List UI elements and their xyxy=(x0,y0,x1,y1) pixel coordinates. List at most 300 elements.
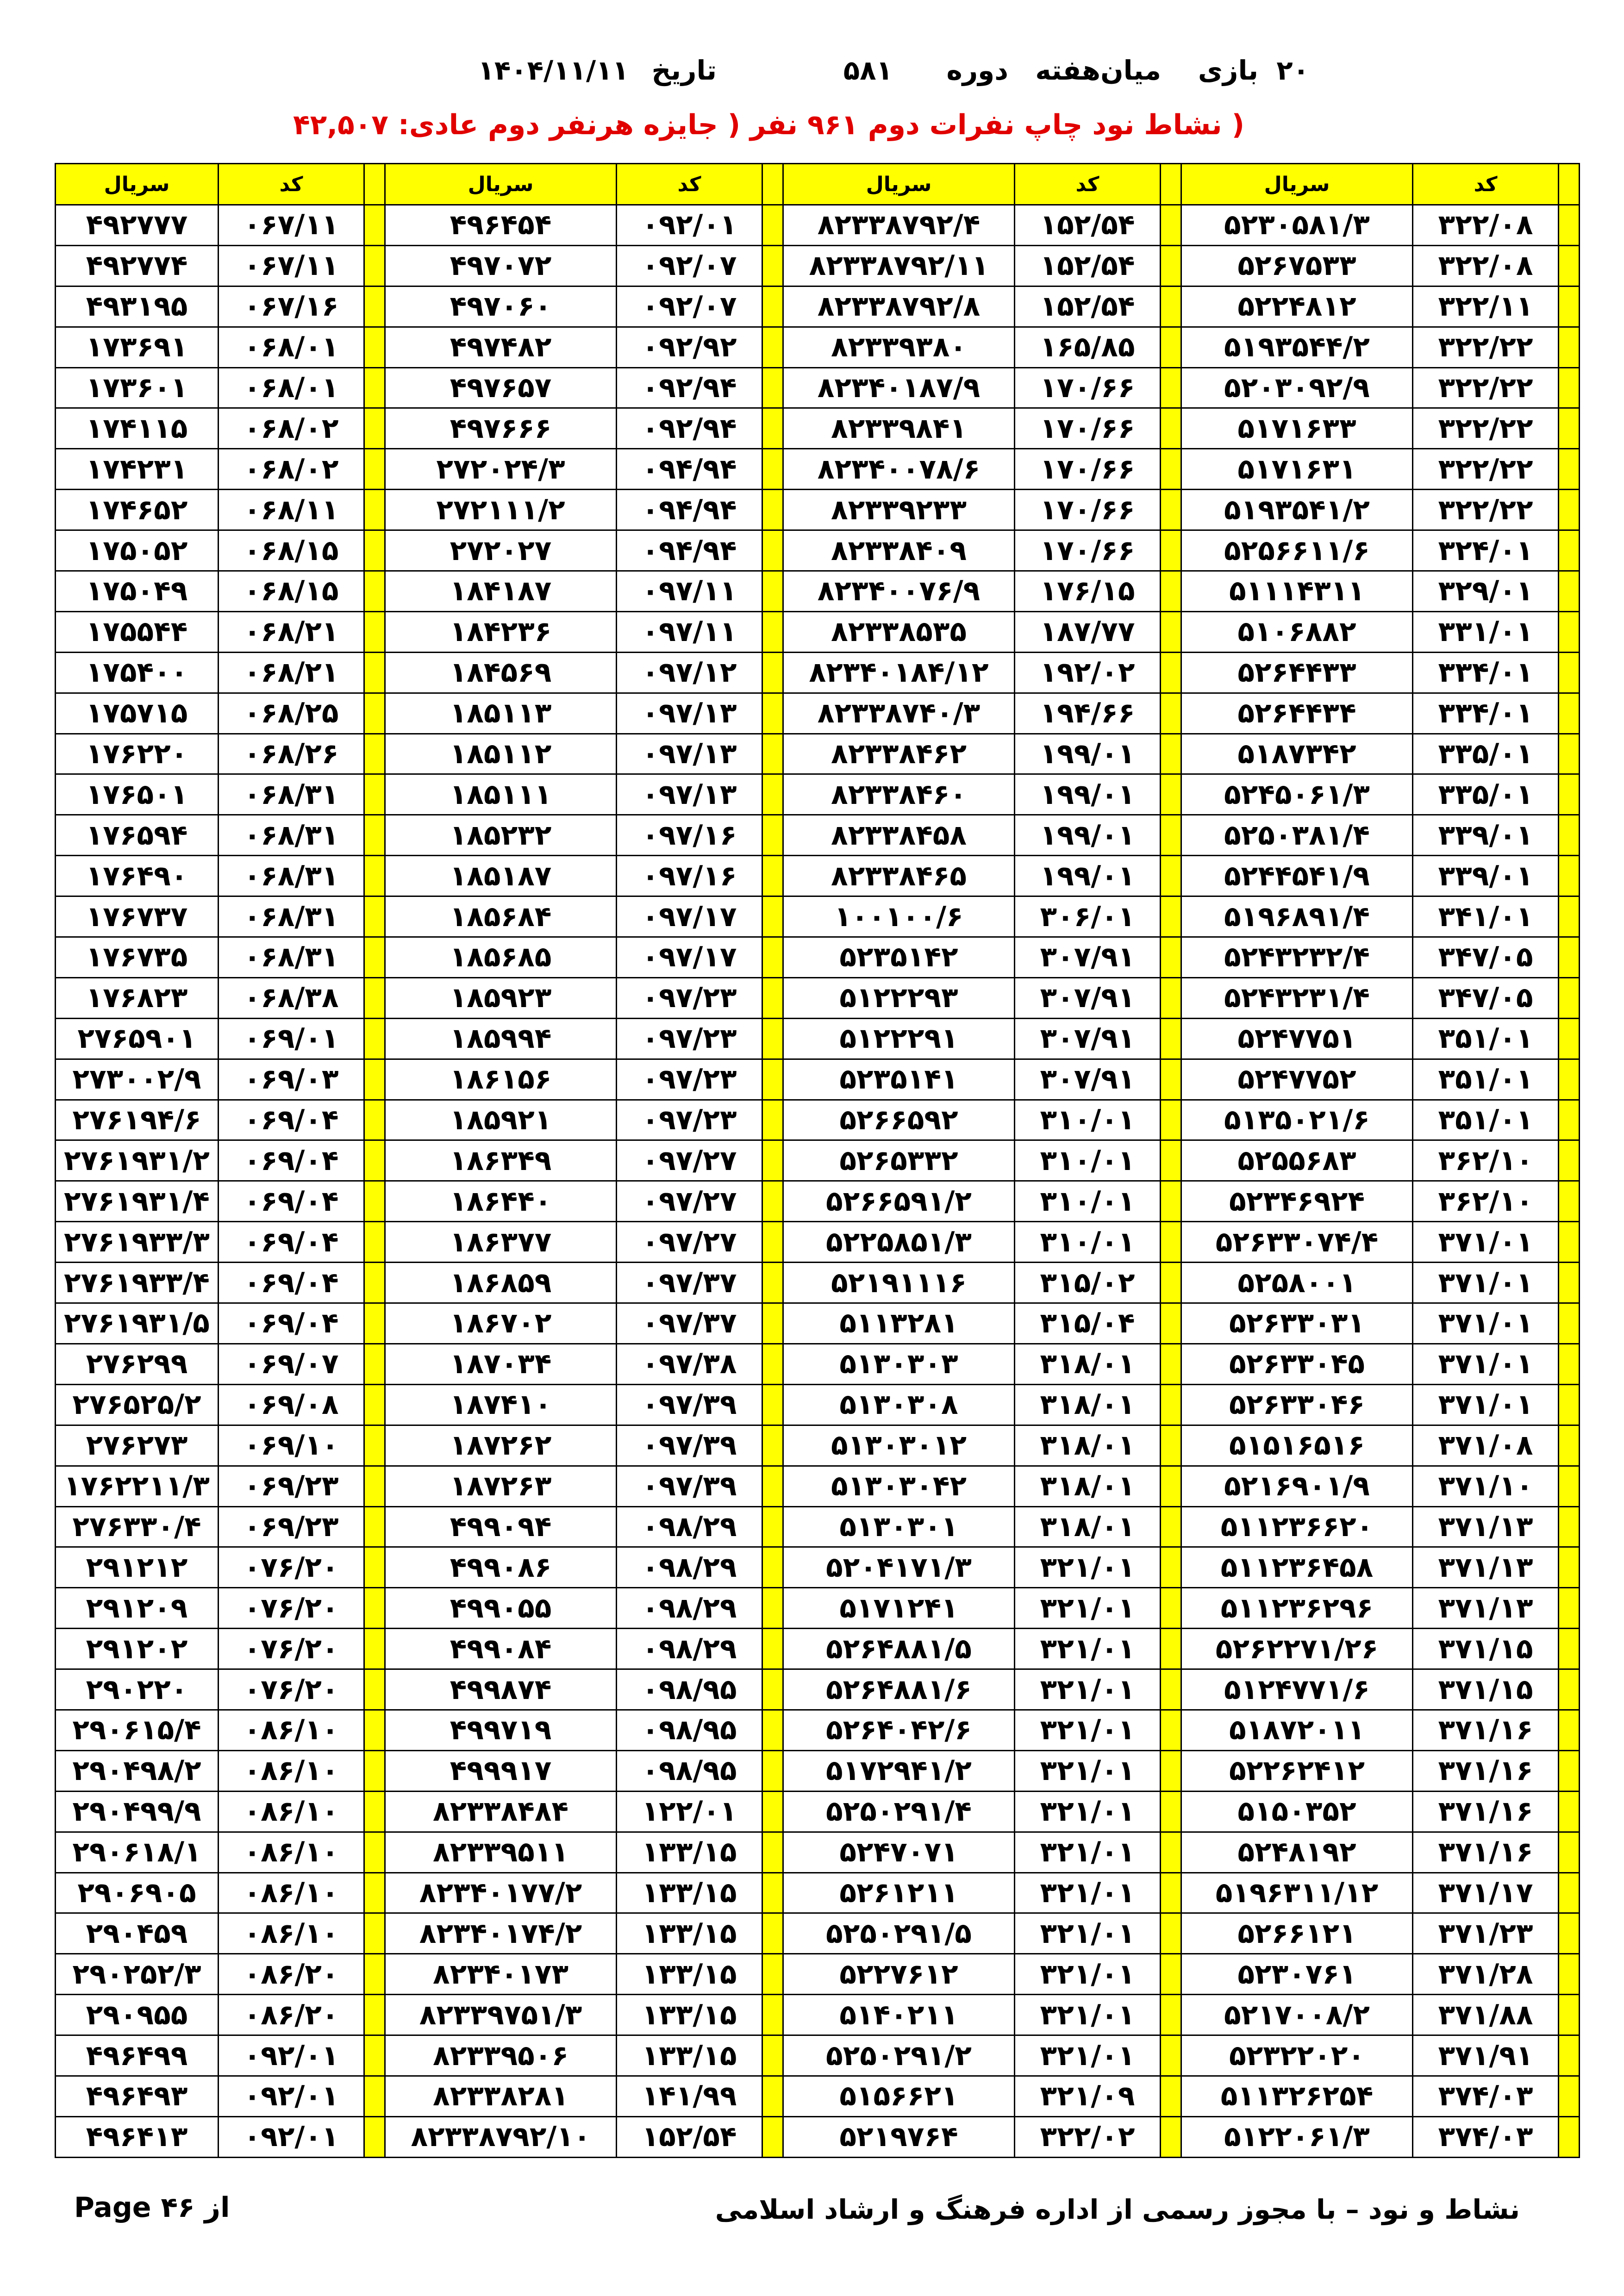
code-cell: ۱۷۰/۶۶ xyxy=(1015,408,1161,449)
code-cell: ۰۷۶/۲۰ xyxy=(219,1588,364,1629)
row-gap xyxy=(1559,734,1580,774)
serial-cell: ۸۲۳۳۹۲۳۳ xyxy=(783,490,1015,530)
serial-cell: ۱۸۶۳۷۷ xyxy=(385,1222,617,1263)
row-gap xyxy=(1161,1873,1181,1913)
table-row xyxy=(56,1873,1580,1913)
code-cell: ۰۶۷/۱۱ xyxy=(219,245,364,286)
row-gap xyxy=(1161,1222,1181,1263)
serial-cell: ۸۲۳۳۹۳۸۰ xyxy=(783,327,1015,367)
code-cell: ۰۹۷/۳۷ xyxy=(617,1263,762,1303)
serial-cell: ۱۸۵۹۲۱ xyxy=(385,1100,617,1140)
code-cell: ۰۶۸/۲۶ xyxy=(219,734,364,774)
row-gap xyxy=(1559,815,1580,856)
code-cell: ۱۳۳/۱۵ xyxy=(617,1913,762,1954)
code-cell: ۳۲۱/۰۱ xyxy=(1015,1995,1161,2035)
row-gap xyxy=(1559,1995,1580,2035)
serial-cell: ۲۷۶۱۹۳۳/۳ xyxy=(56,1222,219,1263)
table-row xyxy=(56,1384,1580,1425)
row-gap xyxy=(364,1344,385,1384)
serial-cell: ۵۲۵۰۲۹۱/۴ xyxy=(783,1791,1015,1832)
serial-cell: ۵۱۹۳۵۴۴/۲ xyxy=(1181,327,1413,367)
code-cell: ۰۹۷/۱۶ xyxy=(617,815,762,856)
row-gap xyxy=(1161,1750,1181,1791)
serial-cell: ۵۱۵۰۳۵۲ xyxy=(1181,1791,1413,1832)
row-gap xyxy=(762,1263,783,1303)
code-cell: ۰۹۷/۱۷ xyxy=(617,896,762,937)
print-header xyxy=(0,55,1624,101)
serial-cell: ۴۹۹۸۷۴ xyxy=(385,1669,617,1710)
serial-cell: ۸۲۳۴۰۱۸۴/۱۲ xyxy=(783,652,1015,693)
code-cell: ۰۹۷/۲۷ xyxy=(617,1181,762,1222)
row-gap xyxy=(364,1100,385,1140)
serial-cell: ۱۸۵۹۹۴ xyxy=(385,1018,617,1059)
row-gap xyxy=(364,245,385,286)
row-gap xyxy=(364,1873,385,1913)
row-gap xyxy=(1559,2076,1580,2116)
row-gap xyxy=(762,1954,783,1995)
serial-cell: ۵۲۴۷۷۵۱ xyxy=(1181,1018,1413,1059)
code-cell: ۱۹۲/۰۲ xyxy=(1015,652,1161,693)
serial-cell: ۸۲۳۳۸۴۶۵ xyxy=(783,856,1015,896)
table-row xyxy=(56,245,1580,286)
table-row xyxy=(56,652,1580,693)
code-cell: ۳۷۱/۰۱ xyxy=(1413,1384,1559,1425)
serial-cell: ۴۹۶۴۱۳ xyxy=(56,2116,219,2157)
row-gap xyxy=(762,1100,783,1140)
code-cell: ۰۹۴/۹۴ xyxy=(617,490,762,530)
row-gap xyxy=(1559,937,1580,978)
serial-cell: ۵۲۵۵۶۸۳ xyxy=(1181,1140,1413,1181)
table-row xyxy=(56,1954,1580,1995)
serial-cell: ۸۲۳۳۸۴۵۸ xyxy=(783,815,1015,856)
row-gap xyxy=(1559,1018,1580,1059)
table-row xyxy=(56,1832,1580,1873)
code-cell: ۰۶۸/۱۱ xyxy=(219,490,364,530)
serial-cell: ۱۷۳۶۹۱ xyxy=(56,327,219,367)
code-cell: ۱۵۲/۵۴ xyxy=(1015,205,1161,246)
serial-cell: ۲۷۶۱۹۳۱/۴ xyxy=(56,1181,219,1222)
row-gap xyxy=(762,245,783,286)
row-gap xyxy=(762,937,783,978)
serial-cell: ۱۸۵۶۸۴ xyxy=(385,896,617,937)
serial-cell: ۵۲۵۶۶۱۱/۶ xyxy=(1181,530,1413,571)
row-gap xyxy=(762,490,783,530)
code-cell: ۱۹۹/۰۱ xyxy=(1015,856,1161,896)
serial-cell: ۴۹۹۰۵۵ xyxy=(385,1588,617,1629)
code-cell: ۰۹۷/۲۷ xyxy=(617,1140,762,1181)
code-cell: ۰۸۶/۱۰ xyxy=(219,1913,364,1954)
table-header-row xyxy=(56,164,1580,205)
row-gap xyxy=(364,1995,385,2035)
serial-cell: ۴۹۹۰۸۶ xyxy=(385,1547,617,1588)
code-cell: ۳۲۲/۲۲ xyxy=(1413,490,1559,530)
row-gap xyxy=(1161,774,1181,815)
code-cell: ۰۶۸/۱۵ xyxy=(219,530,364,571)
row-gap xyxy=(762,652,783,693)
code-cell: ۳۳۹/۰۱ xyxy=(1413,815,1559,856)
row-gap xyxy=(762,693,783,734)
table-row xyxy=(56,1588,1580,1629)
serial-cell: ۱۸۶۱۵۶ xyxy=(385,1059,617,1100)
row-gap xyxy=(364,2116,385,2157)
code-cell: ۰۹۷/۲۳ xyxy=(617,977,762,1018)
code-cell: ۳۷۱/۱۶ xyxy=(1413,1750,1559,1791)
code-cell: ۱۳۳/۱۵ xyxy=(617,1954,762,1995)
code-cell: ۳۲۱/۰۱ xyxy=(1015,1832,1161,1873)
serial-cell: ۵۲۴۳۲۳۱/۴ xyxy=(1181,977,1413,1018)
serial-cell: ۵۱۳۰۳۰۱۲ xyxy=(783,1425,1015,1466)
code-cell: ۰۶۸/۰۲ xyxy=(219,408,364,449)
row-gap xyxy=(364,1669,385,1710)
row-gap xyxy=(762,1873,783,1913)
serial-cell: ۱۸۵۱۱۱ xyxy=(385,774,617,815)
row-gap xyxy=(364,408,385,449)
serial-cell: ۲۹۰۴۹۹/۹ xyxy=(56,1791,219,1832)
row-gap xyxy=(364,1303,385,1344)
code-cell: ۳۷۱/۱۶ xyxy=(1413,1791,1559,1832)
row-gap xyxy=(364,2076,385,2116)
code-cell: ۳۷۱/۰۱ xyxy=(1413,1344,1559,1384)
row-gap xyxy=(1161,286,1181,327)
row-gap xyxy=(364,1425,385,1466)
code-cell: ۰۸۶/۱۰ xyxy=(219,1750,364,1791)
code-cell: ۱۷۰/۶۶ xyxy=(1015,449,1161,490)
row-gap xyxy=(762,327,783,367)
row-gap xyxy=(364,1059,385,1100)
serial-cell: ۵۲۵۰۲۹۱/۵ xyxy=(783,1913,1015,1954)
row-gap xyxy=(762,1059,783,1100)
row-gap xyxy=(1161,490,1181,530)
table-row xyxy=(56,1181,1580,1222)
table-row xyxy=(56,571,1580,612)
code-cell: ۳۳۹/۰۱ xyxy=(1413,856,1559,896)
code-cell: ۰۹۷/۱۱ xyxy=(617,571,762,612)
header-gap xyxy=(762,164,783,205)
code-cell: ۳۷۱/۱۶ xyxy=(1413,1832,1559,1873)
serial-cell: ۵۲۲۷۶۱۲ xyxy=(783,1954,1015,1995)
serial-cell: ۵۱۷۱۶۳۱ xyxy=(1181,449,1413,490)
code-cell: ۰۹۷/۱۱ xyxy=(617,611,762,652)
row-gap xyxy=(1161,1995,1181,2035)
row-gap xyxy=(1559,1791,1580,1832)
code-cell: ۳۲۹/۰۱ xyxy=(1413,571,1559,612)
code-cell: ۰۹۷/۱۳ xyxy=(617,774,762,815)
code-cell: ۰۹۸/۹۵ xyxy=(617,1750,762,1791)
serial-cell: ۵۱۹۶۸۹۱/۴ xyxy=(1181,896,1413,937)
code-cell: ۳۱۰/۰۱ xyxy=(1015,1140,1161,1181)
row-gap xyxy=(364,1222,385,1263)
column-header-code: کد xyxy=(617,164,762,205)
code-cell: ۰۹۷/۲۳ xyxy=(617,1018,762,1059)
table-row xyxy=(56,611,1580,652)
serial-cell: ۱۸۵۹۲۳ xyxy=(385,977,617,1018)
code-cell: ۰۶۸/۳۱ xyxy=(219,774,364,815)
code-cell: ۳۷۱/۱۳ xyxy=(1413,1547,1559,1588)
row-gap xyxy=(364,571,385,612)
serial-cell: ۱۸۵۶۸۵ xyxy=(385,937,617,978)
row-gap xyxy=(364,1791,385,1832)
code-cell: ۳۱۵/۰۴ xyxy=(1015,1303,1161,1344)
code-cell: ۱۵۲/۵۴ xyxy=(1015,245,1161,286)
serial-cell: ۵۱۷۱۶۳۳ xyxy=(1181,408,1413,449)
row-gap xyxy=(762,1303,783,1344)
row-gap xyxy=(762,977,783,1018)
row-gap xyxy=(364,937,385,978)
serial-cell: ۲۹۰۶۱۵/۴ xyxy=(56,1710,219,1750)
code-cell: ۳۳۵/۰۱ xyxy=(1413,734,1559,774)
row-gap xyxy=(364,367,385,408)
row-gap xyxy=(1559,1913,1580,1954)
code-cell: ۰۹۷/۱۲ xyxy=(617,652,762,693)
row-gap xyxy=(1161,693,1181,734)
table-row xyxy=(56,977,1580,1018)
code-cell: ۳۷۱/۱۶ xyxy=(1413,1710,1559,1750)
code-cell: ۳۲۱/۰۱ xyxy=(1015,1629,1161,1669)
serial-cell: ۱۷۵۰۵۲ xyxy=(56,530,219,571)
row-gap xyxy=(1559,1100,1580,1140)
code-cell: ۰۹۷/۳۸ xyxy=(617,1344,762,1384)
code-cell: ۳۰۷/۹۱ xyxy=(1015,977,1161,1018)
serial-cell: ۵۲۶۳۳۰۳۱ xyxy=(1181,1303,1413,1344)
serial-cell: ۸۲۳۳۸۲۸۱ xyxy=(385,2076,617,2116)
table-row xyxy=(56,774,1580,815)
code-cell: ۰۹۸/۲۹ xyxy=(617,1588,762,1629)
code-cell: ۱۹۹/۰۱ xyxy=(1015,815,1161,856)
code-cell: ۱۷۰/۶۶ xyxy=(1015,367,1161,408)
code-cell: ۳۲۱/۰۱ xyxy=(1015,1669,1161,1710)
serial-cell: ۵۱۱۲۳۶۴۵۸ xyxy=(1181,1547,1413,1588)
code-cell: ۳۲۲/۰۲ xyxy=(1015,2116,1161,2157)
code-cell: ۰۹۲/۰۷ xyxy=(617,286,762,327)
code-cell: ۰۹۷/۱۳ xyxy=(617,693,762,734)
code-cell: ۳۱۰/۰۱ xyxy=(1015,1181,1161,1222)
header-gap xyxy=(1559,164,1580,205)
code-cell: ۳۷۱/۲۳ xyxy=(1413,1913,1559,1954)
serial-cell: ۲۷۶۱۹۳۱/۵ xyxy=(56,1303,219,1344)
row-gap xyxy=(364,856,385,896)
code-cell: ۱۹۹/۰۱ xyxy=(1015,734,1161,774)
row-gap xyxy=(364,1629,385,1669)
table-row xyxy=(56,1059,1580,1100)
row-gap xyxy=(1161,1263,1181,1303)
subtitle: ( نشاط نود چاپ نفرات دوم ۹۶۱ نفر ( جایزه هرنفر دوم عادی: ۴۲,۵۰۷ xyxy=(293,109,1244,141)
code-cell: ۳۲۲/۱۱ xyxy=(1413,286,1559,327)
period-label: دوره xyxy=(946,55,1008,86)
row-gap xyxy=(1559,1750,1580,1791)
serial-cell: ۵۲۲۴۸۱۲ xyxy=(1181,286,1413,327)
row-gap xyxy=(762,1222,783,1263)
code-cell: ۳۲۲/۲۲ xyxy=(1413,327,1559,367)
table-row xyxy=(56,449,1580,490)
code-cell: ۰۶۸/۲۱ xyxy=(219,652,364,693)
code-cell: ۳۵۱/۰۱ xyxy=(1413,1018,1559,1059)
row-gap xyxy=(364,286,385,327)
code-cell: ۰۹۷/۳۹ xyxy=(617,1384,762,1425)
code-cell: ۳۲۲/۲۲ xyxy=(1413,367,1559,408)
table-row xyxy=(56,1547,1580,1588)
row-gap xyxy=(1559,652,1580,693)
serial-cell: ۵۲۶۲۲۷۱/۲۶ xyxy=(1181,1629,1413,1669)
date-value: ۱۴۰۴/۱۱/۱۱ xyxy=(478,55,629,86)
table-row xyxy=(56,896,1580,937)
row-gap xyxy=(364,1506,385,1547)
serial-cell: ۱۸۶۷۰۲ xyxy=(385,1303,617,1344)
code-cell: ۳۲۱/۰۱ xyxy=(1015,1710,1161,1750)
serial-cell: ۸۲۳۳۸۷۹۲/۱۰ xyxy=(385,2116,617,2157)
row-gap xyxy=(1559,490,1580,530)
row-gap xyxy=(1559,1384,1580,1425)
row-gap xyxy=(364,1263,385,1303)
row-gap xyxy=(762,1466,783,1506)
row-gap xyxy=(1559,1710,1580,1750)
code-cell: ۰۶۸/۲۵ xyxy=(219,693,364,734)
row-gap xyxy=(1161,1547,1181,1588)
code-cell: ۳۷۱/۰۱ xyxy=(1413,1222,1559,1263)
code-cell: ۳۲۱/۰۱ xyxy=(1015,1954,1161,1995)
row-gap xyxy=(762,815,783,856)
serial-cell: ۲۹۰۴۵۹ xyxy=(56,1913,219,1954)
table-row xyxy=(56,490,1580,530)
serial-cell: ۵۲۶۴۴۳۳ xyxy=(1181,652,1413,693)
code-cell: ۰۶۹/۰۴ xyxy=(219,1100,364,1140)
code-cell: ۳۷۴/۰۳ xyxy=(1413,2116,1559,2157)
serial-cell: ۵۲۶۴۰۴۲/۶ xyxy=(783,1710,1015,1750)
serial-cell: ۴۹۷۴۸۲ xyxy=(385,327,617,367)
row-gap xyxy=(762,856,783,896)
row-gap xyxy=(1161,1425,1181,1466)
serial-cell: ۵۱۵۱۶۵۱۶ xyxy=(1181,1425,1413,1466)
serial-cell: ۱۸۷۰۳۴ xyxy=(385,1344,617,1384)
serial-cell: ۵۲۳۲۲۰۲۰ xyxy=(1181,2035,1413,2076)
row-gap xyxy=(762,1425,783,1466)
row-gap xyxy=(364,1547,385,1588)
serial-cell: ۱۸۵۱۱۲ xyxy=(385,734,617,774)
serial-cell: ۵۲۳۰۵۸۱/۳ xyxy=(1181,205,1413,246)
serial-cell: ۱۷۵۴۰۰ xyxy=(56,652,219,693)
code-cell: ۳۳۵/۰۱ xyxy=(1413,774,1559,815)
serial-cell: ۵۱۸۷۳۴۲ xyxy=(1181,734,1413,774)
row-gap xyxy=(364,1750,385,1791)
serial-cell: ۲۷۶۵۹۰۱ xyxy=(56,1018,219,1059)
serial-cell: ۵۲۶۶۵۹۱/۲ xyxy=(783,1181,1015,1222)
serial-cell: ۵۱۳۰۳۰۸ xyxy=(783,1384,1015,1425)
table-row xyxy=(56,286,1580,327)
serial-cell: ۱۷۶۵۹۴ xyxy=(56,815,219,856)
row-gap xyxy=(1161,1344,1181,1384)
code-cell: ۰۷۶/۲۰ xyxy=(219,1547,364,1588)
serial-cell: ۲۹۰۲۵۲/۳ xyxy=(56,1954,219,1995)
serial-cell: ۸۲۳۳۸۴۶۲ xyxy=(783,734,1015,774)
serial-cell: ۵۲۶۳۳۰۴۵ xyxy=(1181,1344,1413,1384)
row-gap xyxy=(364,1466,385,1506)
code-cell: ۰۶۹/۰۳ xyxy=(219,1059,364,1100)
row-gap xyxy=(364,815,385,856)
code-cell: ۳۳۴/۰۱ xyxy=(1413,652,1559,693)
code-cell: ۱۳۳/۱۵ xyxy=(617,1832,762,1873)
row-gap xyxy=(1161,1913,1181,1954)
code-cell: ۱۹۴/۶۶ xyxy=(1015,693,1161,734)
serial-cell: ۸۲۳۳۸۷۹۲/۱۱ xyxy=(783,245,1015,286)
code-cell: ۳۱۸/۰۱ xyxy=(1015,1466,1161,1506)
code-cell: ۳۶۲/۱۰ xyxy=(1413,1181,1559,1222)
row-gap xyxy=(1161,1669,1181,1710)
serial-cell: ۵۱۲۲۰۶۱/۳ xyxy=(1181,2116,1413,2157)
code-cell: ۰۹۸/۹۵ xyxy=(617,1669,762,1710)
serial-cell: ۵۱۹۳۵۴۱/۲ xyxy=(1181,490,1413,530)
date-label: تاریخ xyxy=(651,55,717,86)
serial-cell: ۱۷۶۷۳۵ xyxy=(56,937,219,978)
row-gap xyxy=(1559,977,1580,1018)
table-row xyxy=(56,1669,1580,1710)
game-label: بازی xyxy=(1198,55,1258,86)
code-cell: ۳۳۱/۰۱ xyxy=(1413,611,1559,652)
row-gap xyxy=(762,611,783,652)
serial-cell: ۱۷۶۴۹۰ xyxy=(56,856,219,896)
serial-cell: ۱۸۶۳۴۹ xyxy=(385,1140,617,1181)
serial-cell: ۱۸۷۴۱۰ xyxy=(385,1384,617,1425)
code-cell: ۳۴۷/۰۵ xyxy=(1413,977,1559,1018)
row-gap xyxy=(1161,1100,1181,1140)
serial-cell: ۵۲۱۹۷۶۴ xyxy=(783,2116,1015,2157)
table-row xyxy=(56,205,1580,246)
code-cell: ۰۶۸/۰۱ xyxy=(219,327,364,367)
row-gap xyxy=(1161,652,1181,693)
code-cell: ۰۶۹/۱۰ xyxy=(219,1425,364,1466)
row-gap xyxy=(762,1588,783,1629)
serial-cell: ۴۹۶۴۹۳ xyxy=(56,2076,219,2116)
table-row xyxy=(56,2116,1580,2157)
row-gap xyxy=(1559,327,1580,367)
code-cell: ۳۵۱/۰۱ xyxy=(1413,1059,1559,1100)
serial-cell: ۵۱۰۶۸۸۲ xyxy=(1181,611,1413,652)
serial-cell: ۲۷۲۰۲۴/۳ xyxy=(385,449,617,490)
code-cell: ۰۷۶/۲۰ xyxy=(219,1669,364,1710)
serial-cell: ۱۸۷۲۶۳ xyxy=(385,1466,617,1506)
table-row xyxy=(56,327,1580,367)
code-cell: ۳۷۱/۱۰ xyxy=(1413,1466,1559,1506)
row-gap xyxy=(1161,2076,1181,2116)
row-gap xyxy=(1161,530,1181,571)
row-gap xyxy=(364,1832,385,1873)
table-row xyxy=(56,1791,1580,1832)
row-gap xyxy=(762,1791,783,1832)
code-cell: ۳۷۱/۱۵ xyxy=(1413,1669,1559,1710)
row-gap xyxy=(1161,1466,1181,1506)
serial-cell: ۲۹۱۲۱۲ xyxy=(56,1547,219,1588)
column-header-code: کد xyxy=(219,164,364,205)
row-gap xyxy=(1161,1710,1181,1750)
row-gap xyxy=(364,1384,385,1425)
row-gap xyxy=(1161,408,1181,449)
serial-cell: ۵۱۱۳۲۸۱ xyxy=(783,1303,1015,1344)
row-gap xyxy=(1161,1629,1181,1669)
serial-cell: ۱۷۵۰۴۹ xyxy=(56,571,219,612)
code-cell: ۰۸۶/۱۰ xyxy=(219,1791,364,1832)
serial-cell: ۵۲۵۸۰۰۱ xyxy=(1181,1263,1413,1303)
row-gap xyxy=(1559,1181,1580,1222)
serial-cell: ۸۲۳۳۹۵۱۱ xyxy=(385,1832,617,1873)
serial-cell: ۵۲۴۴۵۴۱/۹ xyxy=(1181,856,1413,896)
serial-cell: ۵۱۸۷۲۰۱۱ xyxy=(1181,1710,1413,1750)
serial-cell: ۱۷۴۶۵۲ xyxy=(56,490,219,530)
code-cell: ۰۹۲/۰۱ xyxy=(219,2116,364,2157)
serial-cell: ۵۲۵۰۳۸۱/۴ xyxy=(1181,815,1413,856)
serial-cell: ۵۲۱۹۱۱۱۶ xyxy=(783,1263,1015,1303)
table-row xyxy=(56,1303,1580,1344)
code-cell: ۰۹۷/۳۹ xyxy=(617,1466,762,1506)
code-cell: ۰۶۸/۳۱ xyxy=(219,937,364,978)
serial-cell: ۲۷۶۱۹۳۱/۲ xyxy=(56,1140,219,1181)
